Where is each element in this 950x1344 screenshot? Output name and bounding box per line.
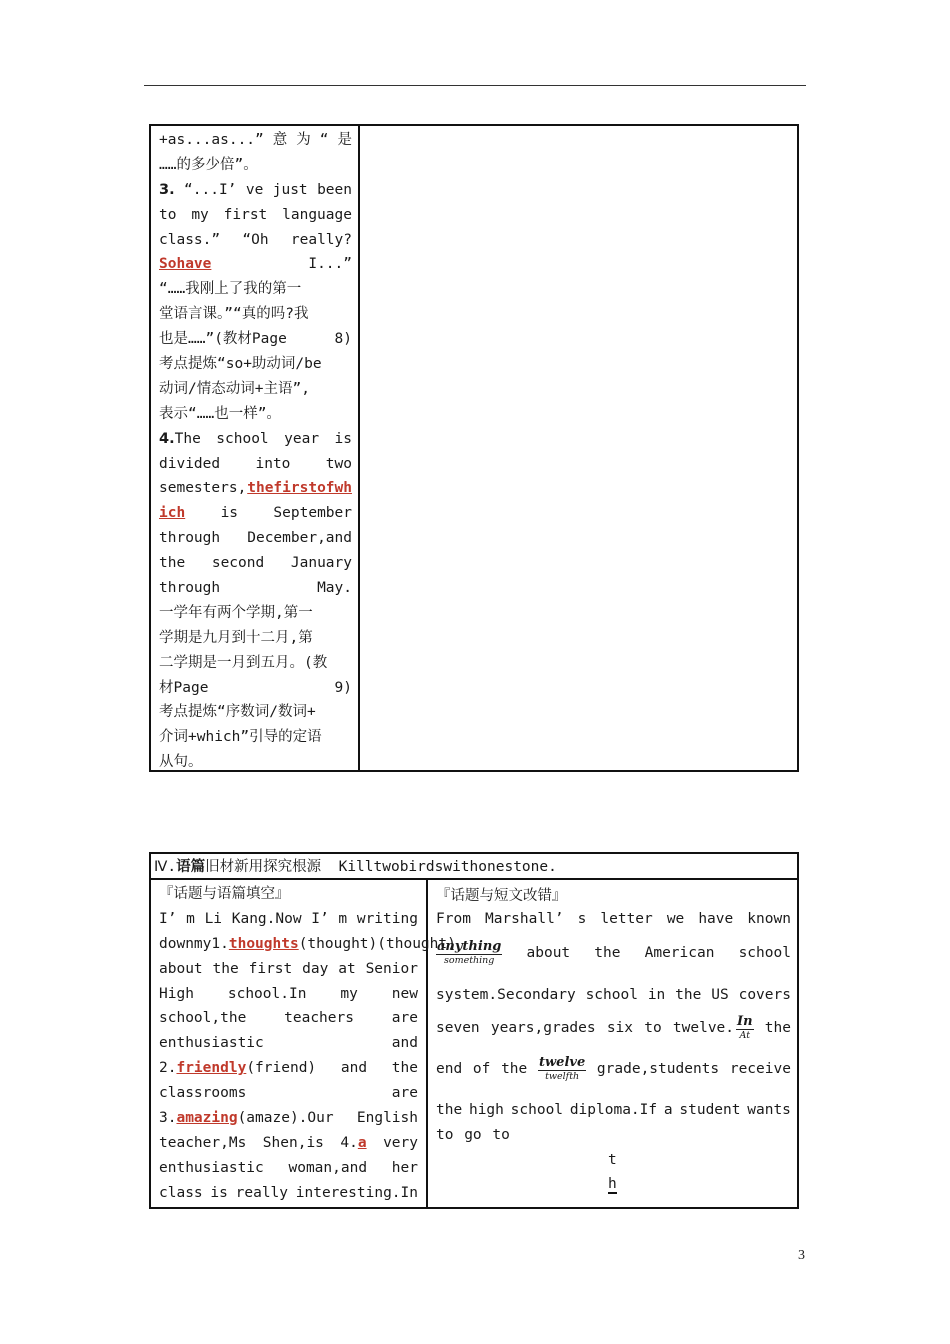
word: language <box>282 206 352 223</box>
text-line: seven years,grades six to twelve. $\frac{In}{At}$ the <box>436 1014 791 1042</box>
word: 动词/情态动词+主语”, <box>159 380 310 397</box>
word: are <box>391 1085 418 1102</box>
word: new <box>391 985 418 1002</box>
word: 介词+which”引导的定语 <box>159 729 322 746</box>
text-line: $\frac{\text{anything}}{\text{something}}$ about the American school <box>437 939 791 967</box>
section-bold-title: 语篇 <box>176 859 206 875</box>
section-roman: Ⅳ. <box>154 859 177 875</box>
word: through <box>159 580 221 597</box>
word: Shen,is <box>262 1134 324 1151</box>
word: class.” <box>159 231 221 248</box>
word: (thought) <box>377 935 456 952</box>
word: I...” <box>308 256 352 273</box>
section-title: 旧材新用探究根源 <box>205 859 322 875</box>
hint-word: (amaze).Our <box>237 1110 334 1127</box>
word: “……我刚上了我的第一 <box>159 281 302 298</box>
word: school,the <box>159 1010 247 1027</box>
word: s <box>577 911 587 928</box>
text-line <box>159 501 352 526</box>
text-line <box>436 1098 791 1123</box>
word: English <box>356 1110 418 1127</box>
page-number: 3 <box>798 1248 805 1263</box>
word: my <box>191 206 209 223</box>
text-line <box>159 982 418 1007</box>
blank-number: 2. <box>159 1060 177 1077</box>
text-line <box>159 402 352 427</box>
text-line <box>159 1081 418 1106</box>
text-line <box>159 128 352 153</box>
word: 9) <box>334 679 352 696</box>
word: the <box>212 960 239 977</box>
word: 也是……”(教材Page <box>159 331 287 348</box>
text-line <box>159 676 352 701</box>
word: woman,and <box>288 1159 368 1176</box>
word: really <box>235 1184 289 1201</box>
word: High <box>159 985 194 1002</box>
word: school <box>216 430 269 447</box>
correction-mark: $\frac{In}{At}$ <box>737 1014 753 1042</box>
word: 3. <box>159 181 175 198</box>
text-line <box>159 932 456 957</box>
text-line <box>159 576 352 601</box>
word: 一学年有两个学期,第一 <box>159 604 313 621</box>
word: very <box>383 1134 418 1151</box>
text-line <box>159 957 418 982</box>
word: at <box>338 960 356 977</box>
word: 8) <box>334 331 352 348</box>
text-line <box>159 1106 418 1131</box>
text-line <box>159 352 352 377</box>
text-line <box>159 626 352 651</box>
text-line <box>159 228 352 253</box>
word: been <box>317 181 352 198</box>
blank-number-answer <box>340 1131 366 1156</box>
word: +as...as...” <box>159 132 264 148</box>
text-line <box>159 1006 418 1031</box>
hint-word: (friend) <box>246 1060 317 1077</box>
word: classrooms <box>159 1085 247 1102</box>
word: first <box>248 960 293 977</box>
word: 学期是九月到十二月,第 <box>159 629 313 646</box>
text-line <box>159 1131 418 1156</box>
text-line <box>159 700 352 725</box>
correction-mark: $\frac{\text{anything}}{\text{something}}$ <box>437 939 502 967</box>
word: down <box>159 935 194 952</box>
text-line <box>159 1056 418 1081</box>
word: May. <box>317 580 352 597</box>
text-line <box>436 907 791 932</box>
correction-mark: $\frac{\text{twelve}}{\text{twelfth}}$ <box>538 1055 586 1083</box>
word: 是 <box>337 132 352 148</box>
word: we <box>666 911 685 928</box>
text-line <box>159 277 352 302</box>
word: teachers <box>284 1010 354 1027</box>
text-line <box>159 1156 418 1181</box>
word: I’ <box>311 910 329 927</box>
word: 二学期是一月到五月。(教 <box>159 654 328 671</box>
text-line: h <box>608 1175 617 1192</box>
word: From <box>436 911 471 928</box>
word: is <box>210 1184 228 1201</box>
word: divided <box>159 455 221 472</box>
word: 考点提炼“so+助动词/be <box>159 356 322 373</box>
answer-text: thefirstofwh <box>247 480 352 497</box>
text-line: to go to <box>436 1127 510 1144</box>
blank-number-answer <box>159 1106 334 1131</box>
word: the <box>391 1060 418 1077</box>
word: letter <box>600 911 653 928</box>
answer-text: friendly <box>176 1060 247 1077</box>
section-idiom: Killtwobirdswithonestone. <box>338 859 557 875</box>
word: 为 <box>296 132 311 148</box>
word: Senior <box>365 960 418 977</box>
section-heading <box>151 854 797 880</box>
word: December,and <box>247 530 352 547</box>
text-line <box>159 302 352 327</box>
word: interesting.In <box>295 1184 418 1201</box>
blank-number: 3. <box>159 1110 177 1127</box>
cloze-title: 『话题与语篇填空』 <box>159 886 290 902</box>
text-line <box>159 178 352 203</box>
word: January <box>290 555 352 572</box>
header-rule <box>144 85 806 86</box>
word: and <box>391 1035 418 1052</box>
word: school <box>510 1102 564 1119</box>
word: teacher,Ms <box>159 1134 247 1151</box>
word: 表示“……也一样”。 <box>159 405 281 422</box>
text-line <box>159 601 352 626</box>
word: 考点提炼“序数词/数词+ <box>159 704 316 721</box>
word: 意 <box>272 132 288 148</box>
word: are <box>391 1010 418 1027</box>
word: 堂语言课。”“真的吗?我 <box>159 306 309 323</box>
word: diploma.If <box>569 1102 658 1119</box>
correction-title: 『话题与短文改错』 <box>436 887 567 904</box>
correction-cell <box>428 880 797 1207</box>
word: 从句。 <box>159 754 203 771</box>
word: the <box>436 1102 463 1119</box>
empty-cell <box>360 126 797 770</box>
word: class <box>159 1184 203 1201</box>
word: enthusiastic <box>159 1159 264 1176</box>
word: just <box>272 181 308 198</box>
word: my <box>193 935 212 952</box>
word: in <box>647 986 666 1003</box>
answer-text: Sohave <box>159 256 212 273</box>
word: the <box>159 555 186 572</box>
word: into <box>255 455 291 472</box>
blank-number-answer <box>159 1056 316 1081</box>
text-line <box>159 907 418 932</box>
word: system.Secondary <box>436 986 576 1003</box>
word: year <box>284 430 320 447</box>
word: about <box>159 960 203 977</box>
word: US <box>711 986 729 1003</box>
blank-number-answer <box>211 932 377 957</box>
word: semesters, <box>159 480 247 497</box>
word: I’ <box>159 910 177 927</box>
word: known <box>747 911 791 928</box>
blank-number: 1. <box>211 935 229 952</box>
word: “ <box>319 132 329 148</box>
word: student <box>679 1102 741 1119</box>
word: is <box>220 505 239 522</box>
word: is <box>334 430 352 447</box>
word: have <box>698 911 734 928</box>
text-line <box>159 476 352 501</box>
knowledge-table <box>149 124 799 772</box>
word: really? <box>290 231 352 248</box>
text-line <box>159 452 352 477</box>
word: September <box>273 505 352 522</box>
word: high <box>468 1102 504 1119</box>
text-line: t <box>608 1152 617 1168</box>
word: m <box>186 910 195 927</box>
word: wants <box>747 1102 791 1119</box>
word: my <box>340 985 358 1002</box>
text-line <box>159 327 352 352</box>
word: school.In <box>227 985 307 1002</box>
text-line <box>159 427 352 452</box>
word: writing <box>356 910 418 927</box>
answer-text: amazing <box>176 1110 238 1127</box>
word: to <box>159 206 177 223</box>
text-line <box>436 974 791 1016</box>
word: day <box>302 960 329 977</box>
word: her <box>391 1159 418 1176</box>
text-line <box>159 750 352 775</box>
word: Kang.Now <box>231 910 302 927</box>
word: school <box>585 986 638 1003</box>
text-line <box>159 651 352 676</box>
word: “...I’ <box>184 181 237 198</box>
text-line <box>159 725 352 750</box>
word: through <box>159 530 221 547</box>
word: the <box>675 986 702 1003</box>
text-line <box>159 377 352 402</box>
word: m <box>338 910 348 927</box>
word: and <box>340 1060 368 1077</box>
word: first <box>223 206 268 223</box>
hint-word: (thought) <box>298 935 378 952</box>
word: ve <box>245 181 264 198</box>
word: covers <box>738 986 791 1003</box>
answer-text: thoughts <box>228 935 299 952</box>
text-line <box>159 551 352 576</box>
answer-text: a <box>357 1134 367 1151</box>
word: ……的多少倍”。 <box>159 156 258 173</box>
word: second <box>211 555 265 572</box>
answer-text: ich <box>159 505 186 522</box>
text-line: end of the $\frac{\text{twelve}}{\text{twelfth}}$ grade,students receive <box>436 1055 791 1083</box>
blank-number: 4. <box>340 1134 358 1151</box>
knowledge-notes-cell <box>151 126 360 770</box>
text-line <box>159 153 352 178</box>
text-line <box>159 1181 418 1206</box>
word: a <box>663 1102 673 1119</box>
text-line <box>159 1031 418 1056</box>
word: 4.The <box>159 430 201 447</box>
word: “Oh <box>242 231 269 248</box>
passage-table <box>149 852 799 1209</box>
word: enthusiastic <box>159 1035 264 1052</box>
text-line <box>159 203 352 228</box>
text-line <box>159 526 352 551</box>
word: 材Page <box>159 679 209 696</box>
text-line <box>159 252 352 277</box>
word: two <box>325 455 352 472</box>
word: Li <box>204 910 223 927</box>
word: Marshall’ <box>484 911 564 928</box>
